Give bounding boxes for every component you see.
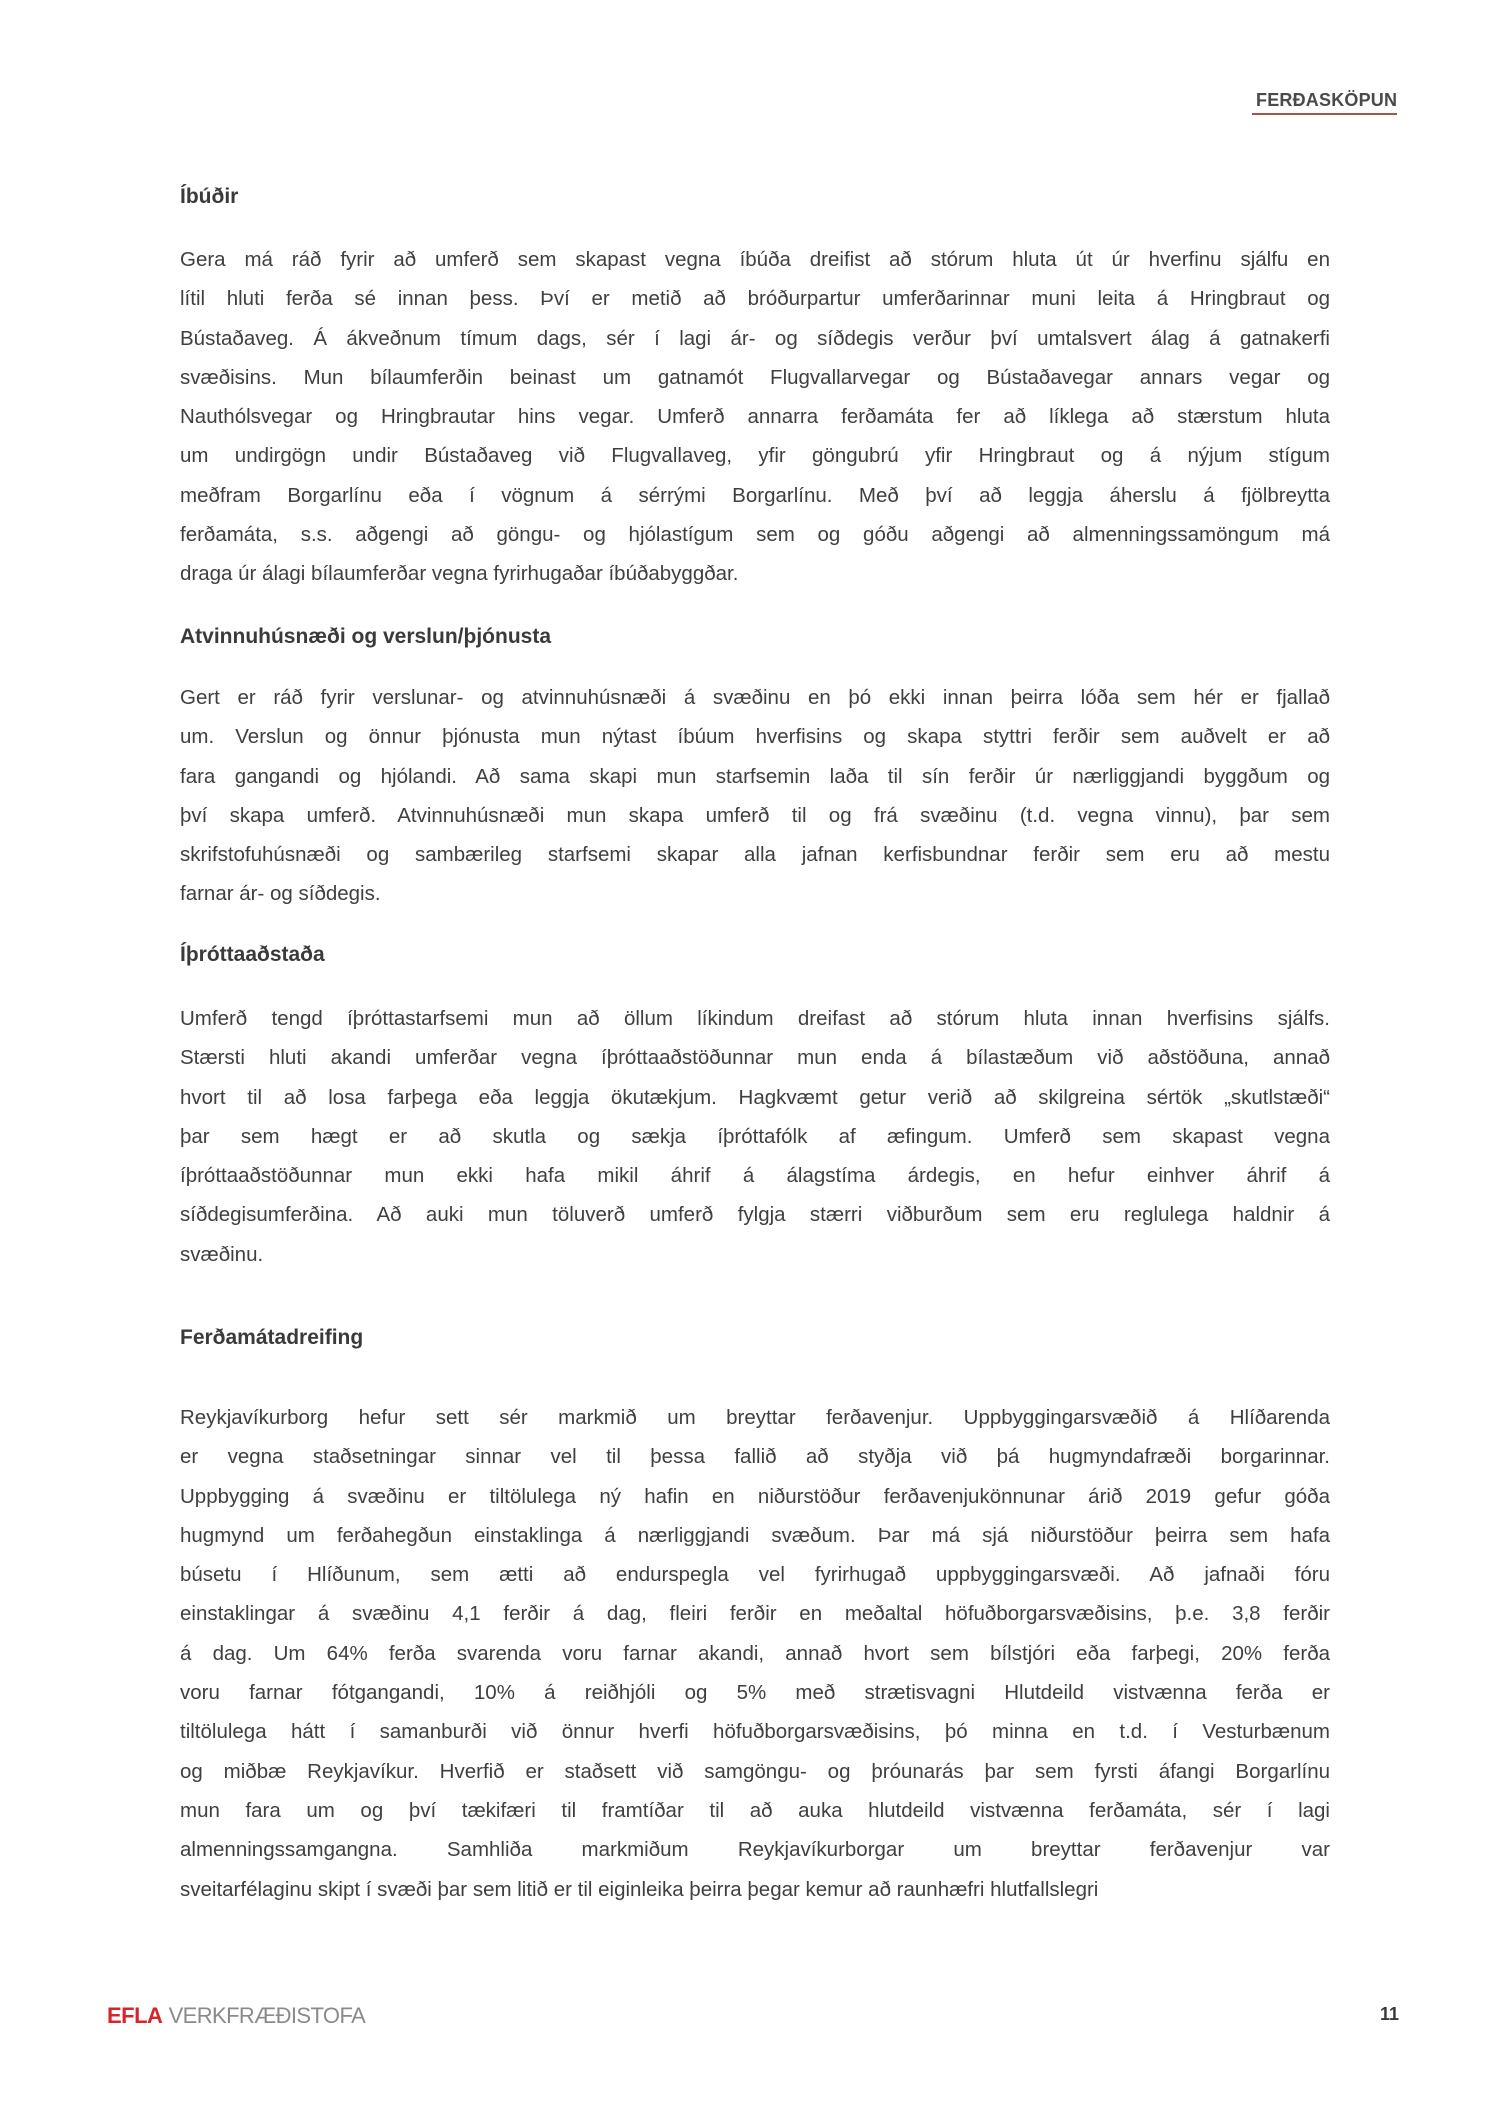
paragraph-ithrottaadstada — [180, 999, 1330, 1274]
section-heading-atvinnuhusnaedi: Atvinnuhúsnæði og verslun/þjónusta — [180, 625, 552, 648]
text-line: almenningssamgangna. Samhliða markmiðum Reykjavíkurborgar um breyttar ferðavenjur var — [180, 1838, 1330, 1862]
text-line: búsetu í Hlíðunum, sem ætti að endurspegla vel fyrirhugað uppbyggingarsvæði. Að jafnaði fóru — [180, 1563, 1330, 1587]
text-line: Bústaðaveg. Á ákveðnum tímum dags, sér í lagi ár- og síðdegis verður því umtalsvert álag á gatnakerfi — [180, 326, 1330, 350]
text-line: Reykjavíkurborg hefur sett sér markmið um breyttar ferðavenjur. Uppbyggingarsvæðið á Hlíðarenda — [180, 1406, 1330, 1429]
logo-text: VERKFRÆÐISTOFA — [168, 2003, 366, 2028]
text-line: einstaklingar á svæðinu 4,1 ferðir á dag, fleiri ferðir en meðaltal höfuðborgarsvæðisins, þ.e. 3,8 ferðir — [180, 1602, 1330, 1626]
text-line: Gert er ráð fyrir verslunar- og atvinnuhúsnæði á svæðinu en þó ekki innan þeirra lóða sem hér er fjallað — [180, 686, 1330, 709]
text-line: um. Verslun og önnur þjónusta mun nýtast íbúum hverfisins og skapa styttri ferðir sem auðvelt er að — [180, 725, 1330, 749]
text-line: Stærsti hluti akandi umferðar vegna íþróttaaðstöðunnar mun enda á bílastæðum við aðstöðuna, annað — [180, 1046, 1330, 1070]
text-line: því skapa umferð. Atvinnuhúsnæði mun skapa umferð til og frá svæðinu (t.d. vegna vinnu), þar sem — [180, 803, 1330, 827]
text-line: ferðamáta, s.s. aðgengi að göngu- og hjólastígum sem og góðu aðgengi að almenningssamöngum má — [180, 523, 1330, 547]
text-line: íþróttaaðstöðunnar mun ekki hafa mikil áhrif á álagstíma árdegis, en hefur einhver áhrif á — [180, 1164, 1330, 1188]
text-line: sveitarfélaginu skipt í svæði þar sem litið er til eiginleika þeirra þegar kemur að raunhæfri hlutfallslegri — [180, 1877, 1099, 1901]
text-line: Umferð tengd íþróttastarfsemi mun að öllum líkindum dreifast að stórum hluta innan hverfisins sjálfs. — [180, 1007, 1330, 1030]
text-line: Gera má ráð fyrir að umferð sem skapast vegna íbúða dreifist að stórum hluta út úr hverfinu sjálfu en — [180, 248, 1330, 271]
text-line: skrifstofuhúsnæði og sambærileg starfsemi skapar alla jafnan kerfisbundnar ferðir sem eru að mestu — [180, 843, 1330, 867]
text-line: meðfram Borgarlínu eða í vögnum á sérrými Borgarlínu. Með því að leggja áherslu á fjölbreytta — [180, 483, 1330, 507]
paragraph-ferdamatadreifing — [180, 1398, 1330, 1909]
text-line: lítil hluti ferða sé innan þess. Því er metið að bróðurpartur umferðarinnar muni leita á Hringbraut og — [180, 287, 1330, 311]
text-line: voru farnar fótgangandi, 10% á reiðhjóli og 5% með strætisvagni Hlutdeild vistvænna ferða er — [180, 1681, 1330, 1705]
footer-logo — [107, 2002, 365, 2030]
text-line: Nauthólsvegar og Hringbrautar hins vegar. Umferð annarra ferðamáta fer að líklega að stærstum hluta — [180, 405, 1330, 429]
text-line: svæðisins. Mun bílaumferðin beinast um gatnamót Flugvallarvegar og Bústaðavegar annars vegar og — [180, 365, 1330, 389]
section-heading-ibudir: Íbúðir — [180, 185, 239, 208]
text-line: draga úr álagi bílaumferðar vegna fyrirhugaðar íbúðabyggðar. — [180, 562, 739, 586]
page-number: 11 — [1380, 2004, 1400, 2024]
text-line: farnar ár- og síðdegis. — [180, 882, 381, 906]
text-line: mun fara um og því tækifæri til framtíðar til að auka hlutdeild vistvænna ferðamáta, sér í lagi — [180, 1798, 1330, 1822]
text-line: þar sem hægt er að skutla og sækja íþróttafólk af æfingum. Umferð sem skapast vegna — [180, 1124, 1330, 1148]
text-line: hugmynd um ferðahegðun einstaklinga á nærliggjandi svæðum. Þar má sjá niðurstöður þeirra sem hafa — [180, 1523, 1330, 1547]
logo-brand: EFLA — [107, 2003, 163, 2028]
text-line: á dag. Um 64% ferða svarenda voru farnar akandi, annað hvort sem bílstjóri eða farþegi, 20% ferða — [180, 1641, 1330, 1665]
text-line: er vegna staðsetningar sinnar vel til þessa fallið að styðja við þá hugmyndafræði borgarinnar. — [180, 1445, 1330, 1469]
text-line: Uppbygging á svæðinu er tiltölulega ný hafin en niðurstöður ferðavenjukönnunar árið 2019 gefur góða — [180, 1484, 1330, 1508]
paragraph-atvinnuhusnaedi — [180, 678, 1330, 914]
paragraph-ibudir — [180, 240, 1330, 594]
text-line: tiltölulega hátt í samanburði við önnur hverfi höfuðborgarsvæðisins, þó minna en t.d. í Vesturbænum — [180, 1720, 1330, 1744]
text-line: síðdegisumferðina. Að auki mun töluverð umferð fylgja stærri viðburðum sem eru reglulega haldnir á — [180, 1203, 1330, 1227]
text-line: hvort til að losa farþega eða leggja ökutækjum. Hagkvæmt getur verið að skilgreina sértök „skutlstæði“ — [180, 1085, 1330, 1109]
text-line: fara gangandi og hjólandi. Að sama skapi mun starfsemin laða til sín ferðir úr nærliggjandi byggðum og — [180, 764, 1330, 788]
text-line: um undirgögn undir Bústaðaveg við Flugvallaveg, yfir göngubrú yfir Hringbraut og á nýjum stígum — [180, 444, 1330, 468]
text-line: og miðbæ Reykjavíkur. Hverfið er staðsett við samgöngu- og þróunarás þar sem fyrsti áfangi Borgarlínu — [180, 1759, 1330, 1783]
section-heading-ithrottaadstada: Íþróttaaðstaða — [180, 943, 325, 966]
section-heading-ferdamatadreifing: Ferðamátadreifing — [180, 1326, 364, 1349]
text-line: svæðinu. — [180, 1242, 264, 1266]
running-header: FERÐASKÖPUN — [1252, 90, 1397, 115]
